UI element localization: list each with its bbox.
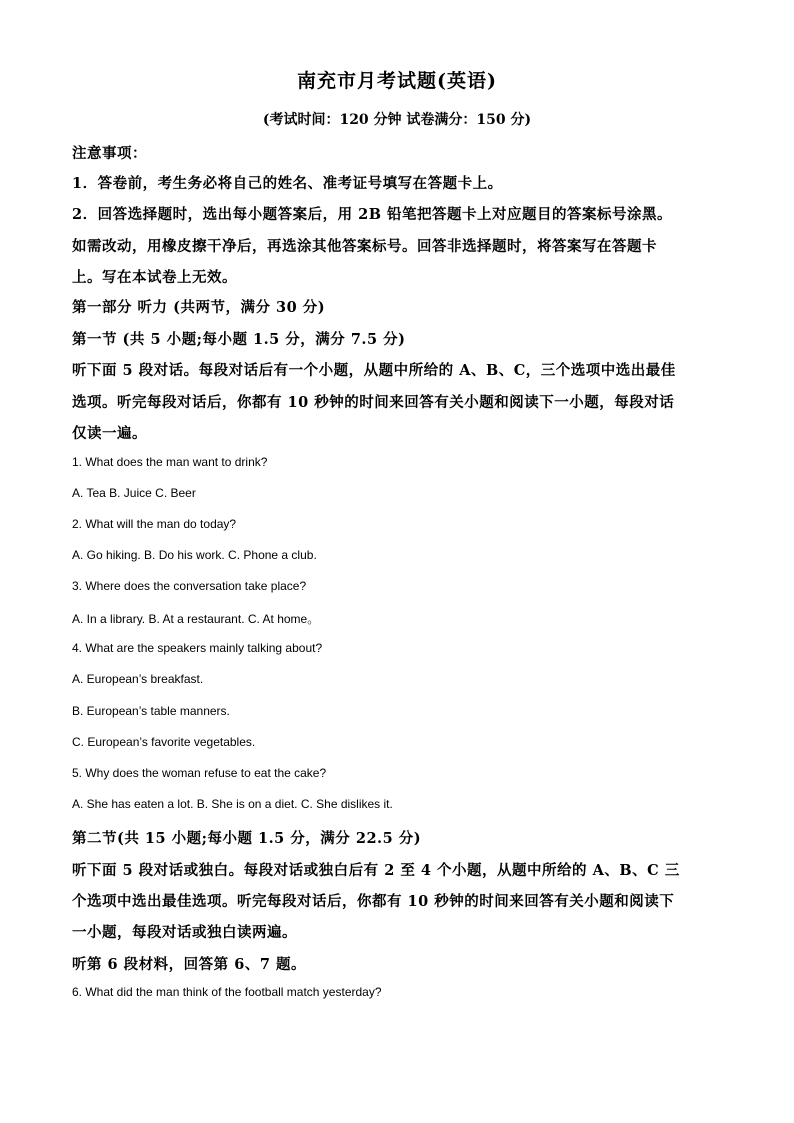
question-6: 6. What did the man think of the football match yesterday? [72, 985, 382, 999]
question-1-options: A. Tea B. Juice C. Beer [72, 486, 196, 500]
question-4-option-a: A. European’s breakfast. [72, 672, 204, 686]
notice-item-2-line-1: 2．回答选择题时，选出每小题答案后，用 2B 铅笔把答题卡上对应题目的答案标号涂黑。 [72, 206, 673, 223]
page-title: 南充市月考试题(英语) [297, 70, 497, 92]
section2-instruction-line-2: 个选项中选出最佳选项。听完每段对话后，你都有 10 秒钟的时间来回答有关小题和阅读下 [72, 893, 675, 910]
notice-item-1: 1．答卷前，考生务必将自己的姓名、准考证号填写在答题卡上。 [72, 175, 503, 192]
section1-heading: 第一节 (共 5 小题;每小题 1.5 分，满分 7.5 分) [72, 331, 406, 348]
exam-time-info: (考试时间：120 分钟 试卷满分：150 分) [262, 112, 532, 128]
question-4: 4. What are the speakers mainly talking about? [72, 641, 323, 655]
question-5: 5. Why does the woman refuse to eat the cake? [72, 766, 327, 780]
question-4-option-b: B. European’s table manners. [72, 704, 230, 718]
question-4-option-c: C. European’s favorite vegetables. [72, 735, 256, 749]
question-5-options: A. She has eaten a lot. B. She is on a diet. C. She dislikes it. [72, 797, 393, 811]
section2-instruction-line-3: 一小题，每段对话或独白读两遍。 [72, 924, 297, 941]
section1-instruction-line-3: 仅读一遍。 [72, 425, 147, 442]
section1-instruction-line-1: 听下面 5 段对话。每段对话后有一个小题，从题中所给的 A、B、C，三个选项中选出最佳 [72, 362, 676, 379]
material-6-instruction: 听第 6 段材料，回答第 6、7 题。 [72, 956, 306, 973]
notice-item-2-line-3: 上。写在本试卷上无效。 [72, 269, 237, 286]
question-1: 1. What does the man want to drink? [72, 455, 268, 469]
question-2-options: A. Go hiking. B. Do his work. C. Phone a club. [72, 548, 317, 562]
question-3: 3. Where does the conversation take place? [72, 579, 307, 593]
notice-heading: 注意事项： [72, 145, 147, 162]
part1-heading: 第一部分 听力 (共两节，满分 30 分) [72, 299, 326, 316]
question-2: 2. What will the man do today? [72, 517, 237, 531]
question-3-options: A. In a library. B. At a restaurant. C. At home。 [72, 612, 320, 626]
section2-instruction-line-1: 听下面 5 段对话或独白。每段对话或独白后有 2 至 4 个小题，从题中所给的 A、B、C 三 [72, 862, 680, 879]
section2-heading: 第二节(共 15 小题;每小题 1.5 分，满分 22.5 分) [72, 830, 422, 847]
section1-instruction-line-2: 选项。听完每段对话后，你都有 10 秒钟的时间来回答有关小题和阅读下一小题，每段对话 [72, 394, 675, 411]
notice-item-2-line-2: 如需改动，用橡皮擦干净后，再选涂其他答案标号。回答非选择题时，将答案写在答题卡 [72, 238, 657, 255]
